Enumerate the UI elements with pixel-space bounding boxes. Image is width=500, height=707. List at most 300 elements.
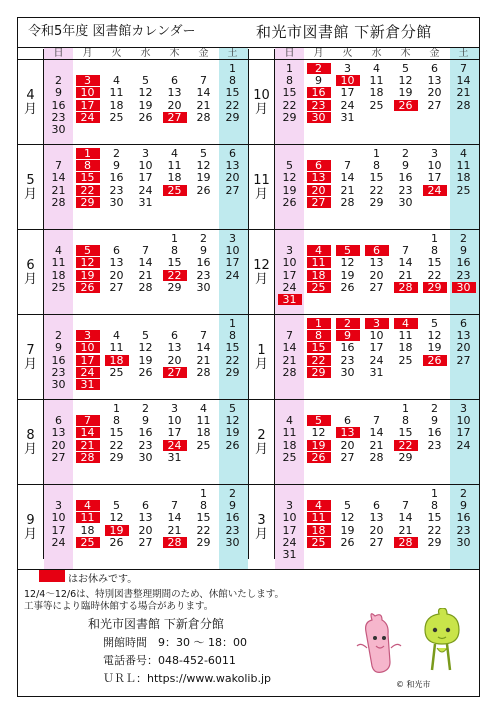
calendar-day[interactable]: 3: [55, 499, 62, 513]
calendar-day[interactable]: 5: [286, 159, 293, 173]
calendar-day[interactable]: 18: [109, 98, 124, 112]
calendar-day[interactable]: 18: [282, 438, 297, 452]
calendar-day[interactable]: 30: [138, 450, 153, 464]
calendar-day[interactable]: 17: [369, 341, 384, 355]
calendar-day[interactable]: 17: [456, 426, 471, 440]
calendar-day[interactable]: 22: [282, 98, 297, 112]
calendar-day[interactable]: 5: [113, 499, 120, 513]
calendar-day[interactable]: 23: [109, 183, 124, 197]
closed-day[interactable]: 3: [76, 330, 100, 341]
closed-day[interactable]: 28: [394, 537, 418, 548]
closed-day[interactable]: 1: [307, 318, 331, 329]
calendar-day[interactable]: 26: [340, 280, 355, 294]
calendar-day[interactable]: 1: [431, 232, 438, 245]
calendar-day[interactable]: 1: [373, 147, 380, 160]
closed-day[interactable]: 4: [307, 245, 331, 256]
website-url[interactable]: ＵＲＬ：https://www.wakolib.jp: [103, 672, 271, 685]
calendar-day[interactable]: 19: [427, 341, 442, 355]
calendar-day[interactable]: 30: [340, 365, 355, 379]
calendar-day[interactable]: 4: [373, 62, 380, 75]
calendar-day[interactable]: 4: [55, 244, 62, 258]
calendar-day[interactable]: 30: [456, 535, 471, 549]
calendar-day[interactable]: 30: [196, 280, 211, 294]
closed-day[interactable]: 29: [423, 282, 447, 293]
calendar-day[interactable]: 26: [196, 183, 211, 197]
closed-day[interactable]: 11: [307, 512, 331, 523]
calendar-day[interactable]: 16: [340, 341, 355, 355]
calendar-day[interactable]: 14: [398, 511, 413, 525]
closed-day[interactable]: 30: [307, 112, 331, 123]
calendar-day[interactable]: 24: [51, 535, 66, 549]
calendar-day[interactable]: 15: [369, 171, 384, 185]
closed-day[interactable]: 5: [307, 415, 331, 426]
calendar-day[interactable]: 18: [80, 523, 95, 537]
calendar-day[interactable]: 9: [315, 74, 322, 88]
calendar-day[interactable]: 20: [225, 171, 240, 185]
calendar-day[interactable]: 1: [113, 402, 120, 415]
calendar-day[interactable]: 26: [138, 365, 153, 379]
calendar-day[interactable]: 7: [200, 329, 207, 343]
calendar-day[interactable]: 1: [286, 62, 293, 75]
closed-day[interactable]: 22: [76, 185, 100, 196]
closed-day[interactable]: 28: [163, 537, 187, 548]
calendar-day[interactable]: 12: [427, 329, 442, 343]
calendar-day[interactable]: 20: [138, 523, 153, 537]
calendar-day[interactable]: 10: [369, 329, 384, 343]
calendar-day[interactable]: 10: [225, 244, 240, 258]
calendar-day[interactable]: 23: [196, 268, 211, 282]
calendar-day[interactable]: 27: [109, 280, 124, 294]
closed-day[interactable]: 6: [307, 160, 331, 171]
calendar-day[interactable]: 12: [138, 86, 153, 100]
calendar-day[interactable]: 22: [225, 353, 240, 367]
calendar-day[interactable]: 12: [340, 511, 355, 525]
closed-day[interactable]: 7: [76, 415, 100, 426]
calendar-day[interactable]: 25: [369, 98, 384, 112]
calendar-day[interactable]: 19: [340, 523, 355, 537]
closed-day[interactable]: 26: [76, 282, 100, 293]
calendar-day[interactable]: 8: [373, 159, 380, 173]
calendar-day[interactable]: 6: [142, 499, 149, 513]
calendar-day[interactable]: 31: [369, 365, 384, 379]
calendar-day[interactable]: 15: [427, 511, 442, 525]
calendar-day[interactable]: 17: [225, 256, 240, 270]
closed-day[interactable]: 4: [76, 500, 100, 511]
calendar-day[interactable]: 3: [460, 402, 467, 415]
calendar-day[interactable]: 11: [167, 159, 182, 173]
calendar-day[interactable]: 19: [282, 183, 297, 197]
calendar-day[interactable]: 17: [427, 171, 442, 185]
closed-day[interactable]: 10: [336, 75, 360, 86]
calendar-day[interactable]: 16: [196, 256, 211, 270]
calendar-day[interactable]: 2: [55, 329, 62, 343]
calendar-day[interactable]: 9: [55, 86, 62, 100]
closed-day[interactable]: 13: [307, 172, 331, 183]
closed-day[interactable]: 4: [394, 318, 418, 329]
calendar-day[interactable]: 19: [138, 98, 153, 112]
calendar-day[interactable]: 26: [282, 195, 297, 209]
calendar-day[interactable]: 23: [456, 268, 471, 282]
calendar-day[interactable]: 9: [142, 414, 149, 428]
calendar-day[interactable]: 16: [51, 98, 66, 112]
calendar-day[interactable]: 20: [109, 268, 124, 282]
calendar-day[interactable]: 26: [109, 535, 124, 549]
closed-day[interactable]: 18: [307, 525, 331, 536]
calendar-day[interactable]: 29: [225, 365, 240, 379]
calendar-day[interactable]: 19: [225, 426, 240, 440]
calendar-day[interactable]: 13: [167, 86, 182, 100]
calendar-day[interactable]: 14: [369, 426, 384, 440]
calendar-day[interactable]: 7: [460, 62, 467, 75]
calendar-day[interactable]: 3: [286, 244, 293, 258]
calendar-day[interactable]: 8: [402, 414, 409, 428]
calendar-day[interactable]: 3: [344, 62, 351, 75]
closed-day[interactable]: 2: [307, 63, 331, 74]
closed-day[interactable]: 8: [307, 330, 331, 341]
calendar-day[interactable]: 19: [340, 268, 355, 282]
closed-day[interactable]: 17: [76, 355, 100, 366]
calendar-day[interactable]: 17: [167, 426, 182, 440]
calendar-day[interactable]: 18: [51, 268, 66, 282]
calendar-day[interactable]: 4: [113, 329, 120, 343]
closed-day[interactable]: 2: [336, 318, 360, 329]
calendar-day[interactable]: 19: [138, 353, 153, 367]
calendar-day[interactable]: 5: [431, 317, 438, 330]
closed-day[interactable]: 8: [76, 160, 100, 171]
closed-day[interactable]: 4: [307, 500, 331, 511]
calendar-day[interactable]: 16: [138, 426, 153, 440]
calendar-day[interactable]: 17: [282, 268, 297, 282]
calendar-day[interactable]: 14: [456, 74, 471, 88]
closed-day[interactable]: 26: [423, 355, 447, 366]
calendar-day[interactable]: 15: [225, 86, 240, 100]
calendar-day[interactable]: 30: [225, 535, 240, 549]
calendar-day[interactable]: 12: [109, 511, 124, 525]
calendar-day[interactable]: 7: [171, 499, 178, 513]
closed-day[interactable]: 28: [76, 452, 100, 463]
calendar-day[interactable]: 17: [282, 523, 297, 537]
closed-day[interactable]: 20: [307, 185, 331, 196]
calendar-day[interactable]: 26: [138, 110, 153, 124]
calendar-day[interactable]: 18: [196, 426, 211, 440]
calendar-day[interactable]: 6: [373, 499, 380, 513]
calendar-day[interactable]: 24: [369, 353, 384, 367]
calendar-day[interactable]: 23: [456, 523, 471, 537]
calendar-day[interactable]: 16: [398, 171, 413, 185]
closed-day[interactable]: 24: [423, 185, 447, 196]
calendar-day[interactable]: 6: [55, 414, 62, 428]
calendar-day[interactable]: 1: [200, 487, 207, 500]
calendar-day[interactable]: 13: [109, 256, 124, 270]
calendar-day[interactable]: 6: [113, 244, 120, 258]
calendar-day[interactable]: 11: [51, 256, 66, 270]
calendar-day[interactable]: 16: [456, 256, 471, 270]
calendar-day[interactable]: 23: [138, 438, 153, 452]
closed-day[interactable]: 11: [76, 512, 100, 523]
closed-day[interactable]: 12: [76, 257, 100, 268]
calendar-day[interactable]: 4: [171, 147, 178, 160]
calendar-day[interactable]: 30: [51, 123, 66, 136]
calendar-day[interactable]: 20: [167, 353, 182, 367]
closed-day[interactable]: 29: [76, 197, 100, 208]
calendar-day[interactable]: 21: [138, 268, 153, 282]
calendar-day[interactable]: 13: [138, 511, 153, 525]
calendar-day[interactable]: 21: [340, 183, 355, 197]
calendar-day[interactable]: 24: [225, 268, 240, 282]
calendar-day[interactable]: 1: [229, 62, 236, 75]
closed-day[interactable]: 27: [307, 197, 331, 208]
calendar-day[interactable]: 11: [456, 159, 471, 173]
calendar-day[interactable]: 3: [431, 147, 438, 160]
calendar-day[interactable]: 5: [142, 74, 149, 88]
calendar-day[interactable]: 7: [142, 244, 149, 258]
calendar-day[interactable]: 22: [369, 183, 384, 197]
closed-day[interactable]: 5: [76, 245, 100, 256]
calendar-day[interactable]: 6: [171, 74, 178, 88]
calendar-day[interactable]: 22: [225, 98, 240, 112]
calendar-day[interactable]: 15: [109, 426, 124, 440]
calendar-day[interactable]: 27: [456, 353, 471, 367]
calendar-day[interactable]: 21: [282, 353, 297, 367]
calendar-day[interactable]: 23: [398, 183, 413, 197]
calendar-day[interactable]: 15: [225, 341, 240, 355]
calendar-day[interactable]: 14: [196, 341, 211, 355]
calendar-day[interactable]: 18: [167, 171, 182, 185]
calendar-day[interactable]: 7: [344, 159, 351, 173]
calendar-day[interactable]: 18: [456, 171, 471, 185]
calendar-day[interactable]: 4: [113, 74, 120, 88]
calendar-day[interactable]: 20: [456, 341, 471, 355]
closed-day[interactable]: 5: [336, 245, 360, 256]
calendar-day[interactable]: 7: [200, 74, 207, 88]
calendar-day[interactable]: 1: [229, 317, 236, 330]
calendar-day[interactable]: 11: [369, 74, 384, 88]
calendar-day[interactable]: 13: [427, 74, 442, 88]
calendar-day[interactable]: 16: [427, 426, 442, 440]
calendar-day[interactable]: 8: [286, 74, 293, 88]
calendar-day[interactable]: 28: [196, 110, 211, 124]
calendar-day[interactable]: 16: [225, 511, 240, 525]
calendar-day[interactable]: 26: [340, 535, 355, 549]
closed-day[interactable]: 23: [307, 100, 331, 111]
calendar-day[interactable]: 8: [431, 244, 438, 258]
closed-day[interactable]: 13: [336, 427, 360, 438]
calendar-day[interactable]: 12: [340, 256, 355, 270]
closed-day[interactable]: 31: [76, 379, 100, 390]
calendar-day[interactable]: 30: [398, 195, 413, 209]
calendar-day[interactable]: 21: [398, 268, 413, 282]
calendar-day[interactable]: 25: [282, 450, 297, 464]
calendar-day[interactable]: 11: [282, 426, 297, 440]
calendar-day[interactable]: 28: [456, 98, 471, 112]
calendar-day[interactable]: 3: [142, 147, 149, 160]
closed-day[interactable]: 25: [76, 537, 100, 548]
calendar-day[interactable]: 23: [427, 438, 442, 452]
calendar-day[interactable]: 22: [427, 268, 442, 282]
calendar-day[interactable]: 3: [286, 499, 293, 513]
closed-day[interactable]: 18: [105, 355, 129, 366]
calendar-day[interactable]: 25: [109, 365, 124, 379]
calendar-day[interactable]: 23: [225, 523, 240, 537]
calendar-day[interactable]: 10: [167, 414, 182, 428]
closed-day[interactable]: 15: [307, 342, 331, 353]
calendar-day[interactable]: 11: [109, 341, 124, 355]
calendar-day[interactable]: 16: [109, 171, 124, 185]
closed-day[interactable]: 1: [76, 148, 100, 159]
closed-day[interactable]: 29: [307, 367, 331, 378]
calendar-day[interactable]: 15: [398, 426, 413, 440]
calendar-day[interactable]: 31: [282, 548, 297, 561]
calendar-day[interactable]: 27: [51, 450, 66, 464]
calendar-day[interactable]: 20: [340, 438, 355, 452]
calendar-day[interactable]: 4: [460, 147, 467, 160]
calendar-day[interactable]: 2: [460, 487, 467, 500]
calendar-day[interactable]: 9: [55, 341, 62, 355]
calendar-day[interactable]: 8: [200, 499, 207, 513]
calendar-day[interactable]: 23: [340, 353, 355, 367]
calendar-day[interactable]: 15: [427, 256, 442, 270]
calendar-day[interactable]: 14: [167, 511, 182, 525]
calendar-day[interactable]: 25: [398, 353, 413, 367]
calendar-day[interactable]: 6: [344, 414, 351, 428]
closed-day[interactable]: 24: [76, 112, 100, 123]
calendar-day[interactable]: 14: [340, 171, 355, 185]
calendar-day[interactable]: 31: [167, 450, 182, 464]
calendar-day[interactable]: 24: [138, 183, 153, 197]
calendar-day[interactable]: 19: [196, 171, 211, 185]
calendar-day[interactable]: 11: [109, 86, 124, 100]
calendar-day[interactable]: 13: [167, 341, 182, 355]
calendar-day[interactable]: 25: [51, 280, 66, 294]
calendar-day[interactable]: 9: [460, 244, 467, 258]
calendar-day[interactable]: 2: [431, 402, 438, 415]
calendar-day[interactable]: 8: [431, 499, 438, 513]
calendar-day[interactable]: 16: [456, 511, 471, 525]
calendar-day[interactable]: 1: [171, 232, 178, 245]
calendar-day[interactable]: 7: [402, 244, 409, 258]
calendar-day[interactable]: 10: [51, 511, 66, 525]
calendar-day[interactable]: 2: [402, 147, 409, 160]
calendar-day[interactable]: 20: [427, 86, 442, 100]
calendar-day[interactable]: 22: [427, 523, 442, 537]
closed-day[interactable]: 24: [163, 440, 187, 451]
calendar-day[interactable]: 1: [431, 487, 438, 500]
calendar-day[interactable]: 20: [167, 98, 182, 112]
calendar-day[interactable]: 12: [138, 341, 153, 355]
calendar-day[interactable]: 12: [311, 426, 326, 440]
calendar-day[interactable]: 2: [460, 232, 467, 245]
calendar-day[interactable]: 6: [460, 317, 467, 330]
calendar-day[interactable]: 17: [51, 523, 66, 537]
calendar-day[interactable]: 1: [402, 402, 409, 415]
calendar-day[interactable]: 28: [282, 365, 297, 379]
calendar-day[interactable]: 14: [51, 171, 66, 185]
calendar-day[interactable]: 8: [113, 414, 120, 428]
calendar-day[interactable]: 29: [225, 110, 240, 124]
calendar-day[interactable]: 28: [369, 450, 384, 464]
calendar-day[interactable]: 22: [196, 523, 211, 537]
closed-day[interactable]: 25: [307, 537, 331, 548]
calendar-day[interactable]: 25: [109, 110, 124, 124]
closed-day[interactable]: 9: [336, 330, 360, 341]
calendar-day[interactable]: 3: [171, 402, 178, 415]
closed-day[interactable]: 24: [76, 367, 100, 378]
closed-day[interactable]: 21: [76, 440, 100, 451]
calendar-day[interactable]: 31: [340, 110, 355, 124]
calendar-day[interactable]: 10: [456, 414, 471, 428]
closed-day[interactable]: 19: [307, 440, 331, 451]
closed-day[interactable]: 19: [105, 525, 129, 536]
calendar-day[interactable]: 9: [113, 159, 120, 173]
calendar-day[interactable]: 10: [138, 159, 153, 173]
calendar-day[interactable]: 27: [340, 450, 355, 464]
calendar-day[interactable]: 5: [229, 402, 236, 415]
calendar-day[interactable]: 13: [51, 426, 66, 440]
closed-day[interactable]: 10: [76, 87, 100, 98]
calendar-day[interactable]: 20: [51, 438, 66, 452]
calendar-day[interactable]: 16: [51, 353, 66, 367]
closed-day[interactable]: 28: [394, 282, 418, 293]
calendar-day[interactable]: 29: [369, 195, 384, 209]
calendar-day[interactable]: 21: [167, 523, 182, 537]
calendar-day[interactable]: 14: [282, 341, 297, 355]
closed-day[interactable]: 3: [76, 75, 100, 86]
calendar-day[interactable]: 7: [286, 329, 293, 343]
closed-day[interactable]: 25: [307, 282, 331, 293]
closed-day[interactable]: 22: [307, 355, 331, 366]
calendar-day[interactable]: 9: [200, 244, 207, 258]
calendar-day[interactable]: 9: [229, 499, 236, 513]
calendar-day[interactable]: 11: [196, 414, 211, 428]
calendar-day[interactable]: 15: [196, 511, 211, 525]
closed-day[interactable]: 19: [76, 270, 100, 281]
calendar-day[interactable]: 29: [398, 450, 413, 464]
closed-day[interactable]: 22: [394, 440, 418, 451]
calendar-day[interactable]: 13: [369, 256, 384, 270]
calendar-day[interactable]: 8: [229, 74, 236, 88]
calendar-day[interactable]: 29: [167, 280, 182, 294]
calendar-day[interactable]: 14: [398, 256, 413, 270]
calendar-day[interactable]: 21: [196, 353, 211, 367]
calendar-day[interactable]: 13: [456, 329, 471, 343]
closed-day[interactable]: 26: [307, 452, 331, 463]
calendar-day[interactable]: 31: [138, 195, 153, 209]
calendar-day[interactable]: 21: [369, 438, 384, 452]
calendar-day[interactable]: 25: [456, 183, 471, 197]
calendar-day[interactable]: 12: [282, 171, 297, 185]
calendar-day[interactable]: 5: [402, 62, 409, 75]
calendar-day[interactable]: 2: [113, 147, 120, 160]
calendar-day[interactable]: 23: [51, 365, 66, 379]
closed-day[interactable]: 25: [163, 185, 187, 196]
calendar-day[interactable]: 5: [344, 499, 351, 513]
calendar-day[interactable]: 9: [460, 499, 467, 513]
calendar-day[interactable]: 6: [171, 329, 178, 343]
calendar-day[interactable]: 21: [456, 86, 471, 100]
calendar-day[interactable]: 9: [402, 159, 409, 173]
calendar-day[interactable]: 28: [340, 195, 355, 209]
calendar-day[interactable]: 24: [340, 98, 355, 112]
calendar-day[interactable]: 30: [51, 378, 66, 391]
calendar-day[interactable]: 18: [398, 341, 413, 355]
calendar-day[interactable]: 7: [402, 499, 409, 513]
calendar-day[interactable]: 8: [171, 244, 178, 258]
calendar-day[interactable]: 17: [340, 86, 355, 100]
closed-day[interactable]: 22: [163, 270, 187, 281]
calendar-day[interactable]: 10: [282, 256, 297, 270]
calendar-day[interactable]: 18: [369, 86, 384, 100]
calendar-day[interactable]: 17: [138, 171, 153, 185]
